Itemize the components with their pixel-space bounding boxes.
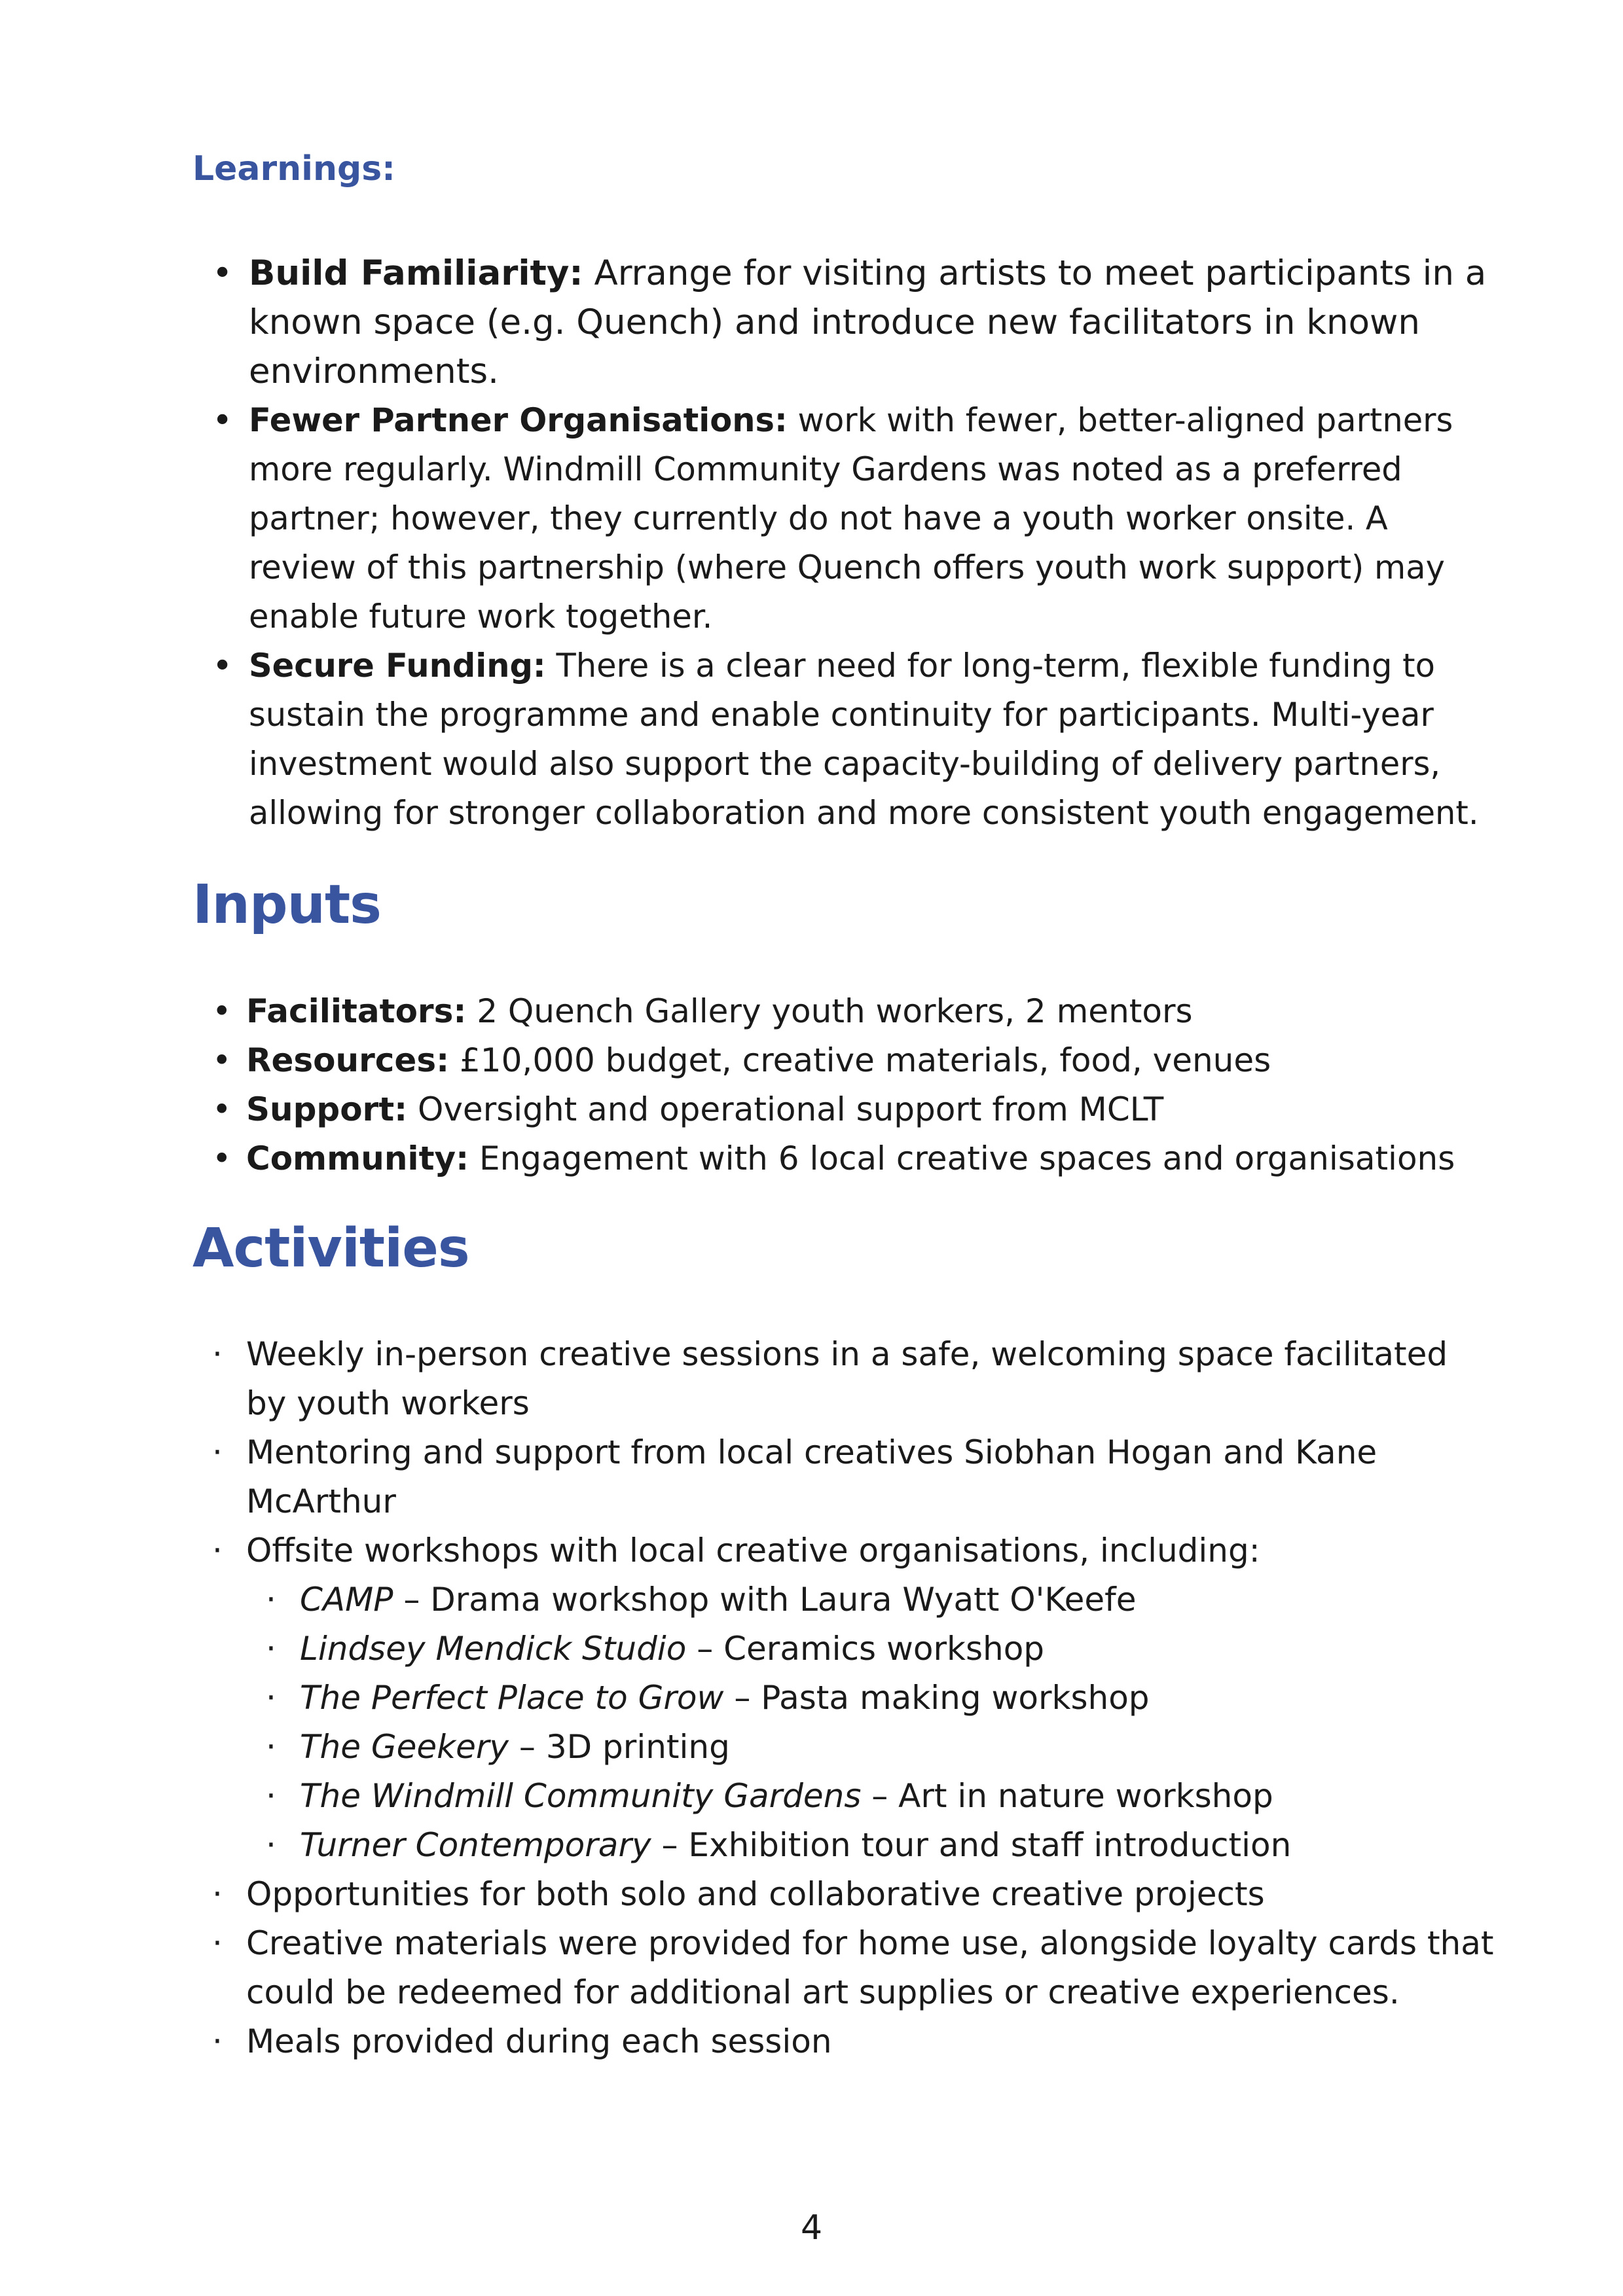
inputs-list (192, 987, 1497, 1183)
list-item: • Resources: £10,000 budget, creative materials, food, venues (192, 1036, 1497, 1085)
workshop-item: · The Geekery – 3D printing (192, 1723, 1550, 1772)
bullet-icon: • (212, 1041, 232, 1079)
bullet-icon: • (212, 1090, 232, 1128)
workshop-item: · Lindsey Mendick Studio – Ceramics workshop (192, 1624, 1550, 1674)
page-number: 4 (800, 2208, 823, 2248)
list-item: • Build Familiarity: Arrange for visiting artists to meet participants in a known space (e.g. Quench) and introduce new facilitators in known environments. (192, 249, 1499, 396)
bullet-icon: · (212, 1924, 223, 1962)
learnings-heading: Learnings: (192, 149, 395, 188)
bullet-icon: · (212, 1433, 223, 1471)
list-item: · Opportunities for both solo and collaborative creative projects (192, 1870, 1497, 1919)
list-item: · Weekly in-person creative sessions in a safe, welcoming space facilitated by youth workers (192, 1330, 1497, 1428)
activities-list (192, 1330, 1550, 2066)
workshop-item: · The Windmill Community Gardens – Art in nature workshop (192, 1772, 1550, 1821)
activities-heading: Activities (192, 1217, 469, 1280)
bullet-icon: • (212, 646, 233, 686)
list-item: · Creative materials were provided for home use, alongside loyalty cards that could be redeemed for additional art supplies or creative experiences. (192, 1919, 1497, 2017)
workshop-item: · Turner Contemporary – Exhibition tour and staff introduction (192, 1821, 1550, 1870)
bullet-icon: • (212, 1139, 232, 1177)
list-item: • Secure Funding: There is a clear need for long-term, flexible funding to sustain the programme and enable continuity for participants. Multi-year investment would also support the capacity-building of delivery partners, allowing for stronger collaboration and more consistent youth engagement. (192, 641, 1499, 838)
list-item: • Community: Engagement with 6 local creative spaces and organisations (192, 1134, 1497, 1183)
bullet-icon: · (266, 1777, 276, 1815)
bullet-icon: · (212, 1532, 223, 1570)
bullet-icon: • (212, 992, 232, 1030)
list-item: • Support: Oversight and operational support from MCLT (192, 1085, 1497, 1134)
list-item: · Mentoring and support from local creatives Siobhan Hogan and Kane McArthur (192, 1428, 1497, 1526)
list-item: · Offsite workshops with local creative organisations, including: (192, 1526, 1497, 1575)
workshop-item: · CAMP – Drama workshop with Laura Wyatt O'Keefe (192, 1575, 1550, 1624)
list-item: · Meals provided during each session (192, 2017, 1497, 2066)
bullet-icon: · (212, 2022, 223, 2060)
workshop-item: · The Perfect Place to Grow – Pasta making workshop (192, 1674, 1550, 1723)
bullet-icon: · (212, 1335, 223, 1373)
bullet-icon: • (212, 401, 233, 440)
bullet-icon: · (266, 1581, 276, 1619)
bullet-icon: · (266, 1826, 276, 1864)
bullet-icon: · (266, 1630, 276, 1668)
bullet-icon: · (266, 1679, 276, 1717)
list-item: • Fewer Partner Organisations: work with fewer, better-aligned partners more regularly. Windmill Community Gardens was noted as a preferred partner; however, they currently do not have a youth worker onsite. A review of this partnership (where Quench offers youth work support) may enable future work together. (192, 396, 1499, 641)
learnings-list (192, 249, 1499, 838)
bullet-icon: · (266, 1728, 276, 1766)
list-item: • Facilitators: 2 Quench Gallery youth workers, 2 mentors (192, 987, 1497, 1036)
bullet-icon: · (212, 1875, 223, 1913)
inputs-heading: Inputs (192, 874, 381, 936)
bullet-icon: • (212, 253, 233, 293)
